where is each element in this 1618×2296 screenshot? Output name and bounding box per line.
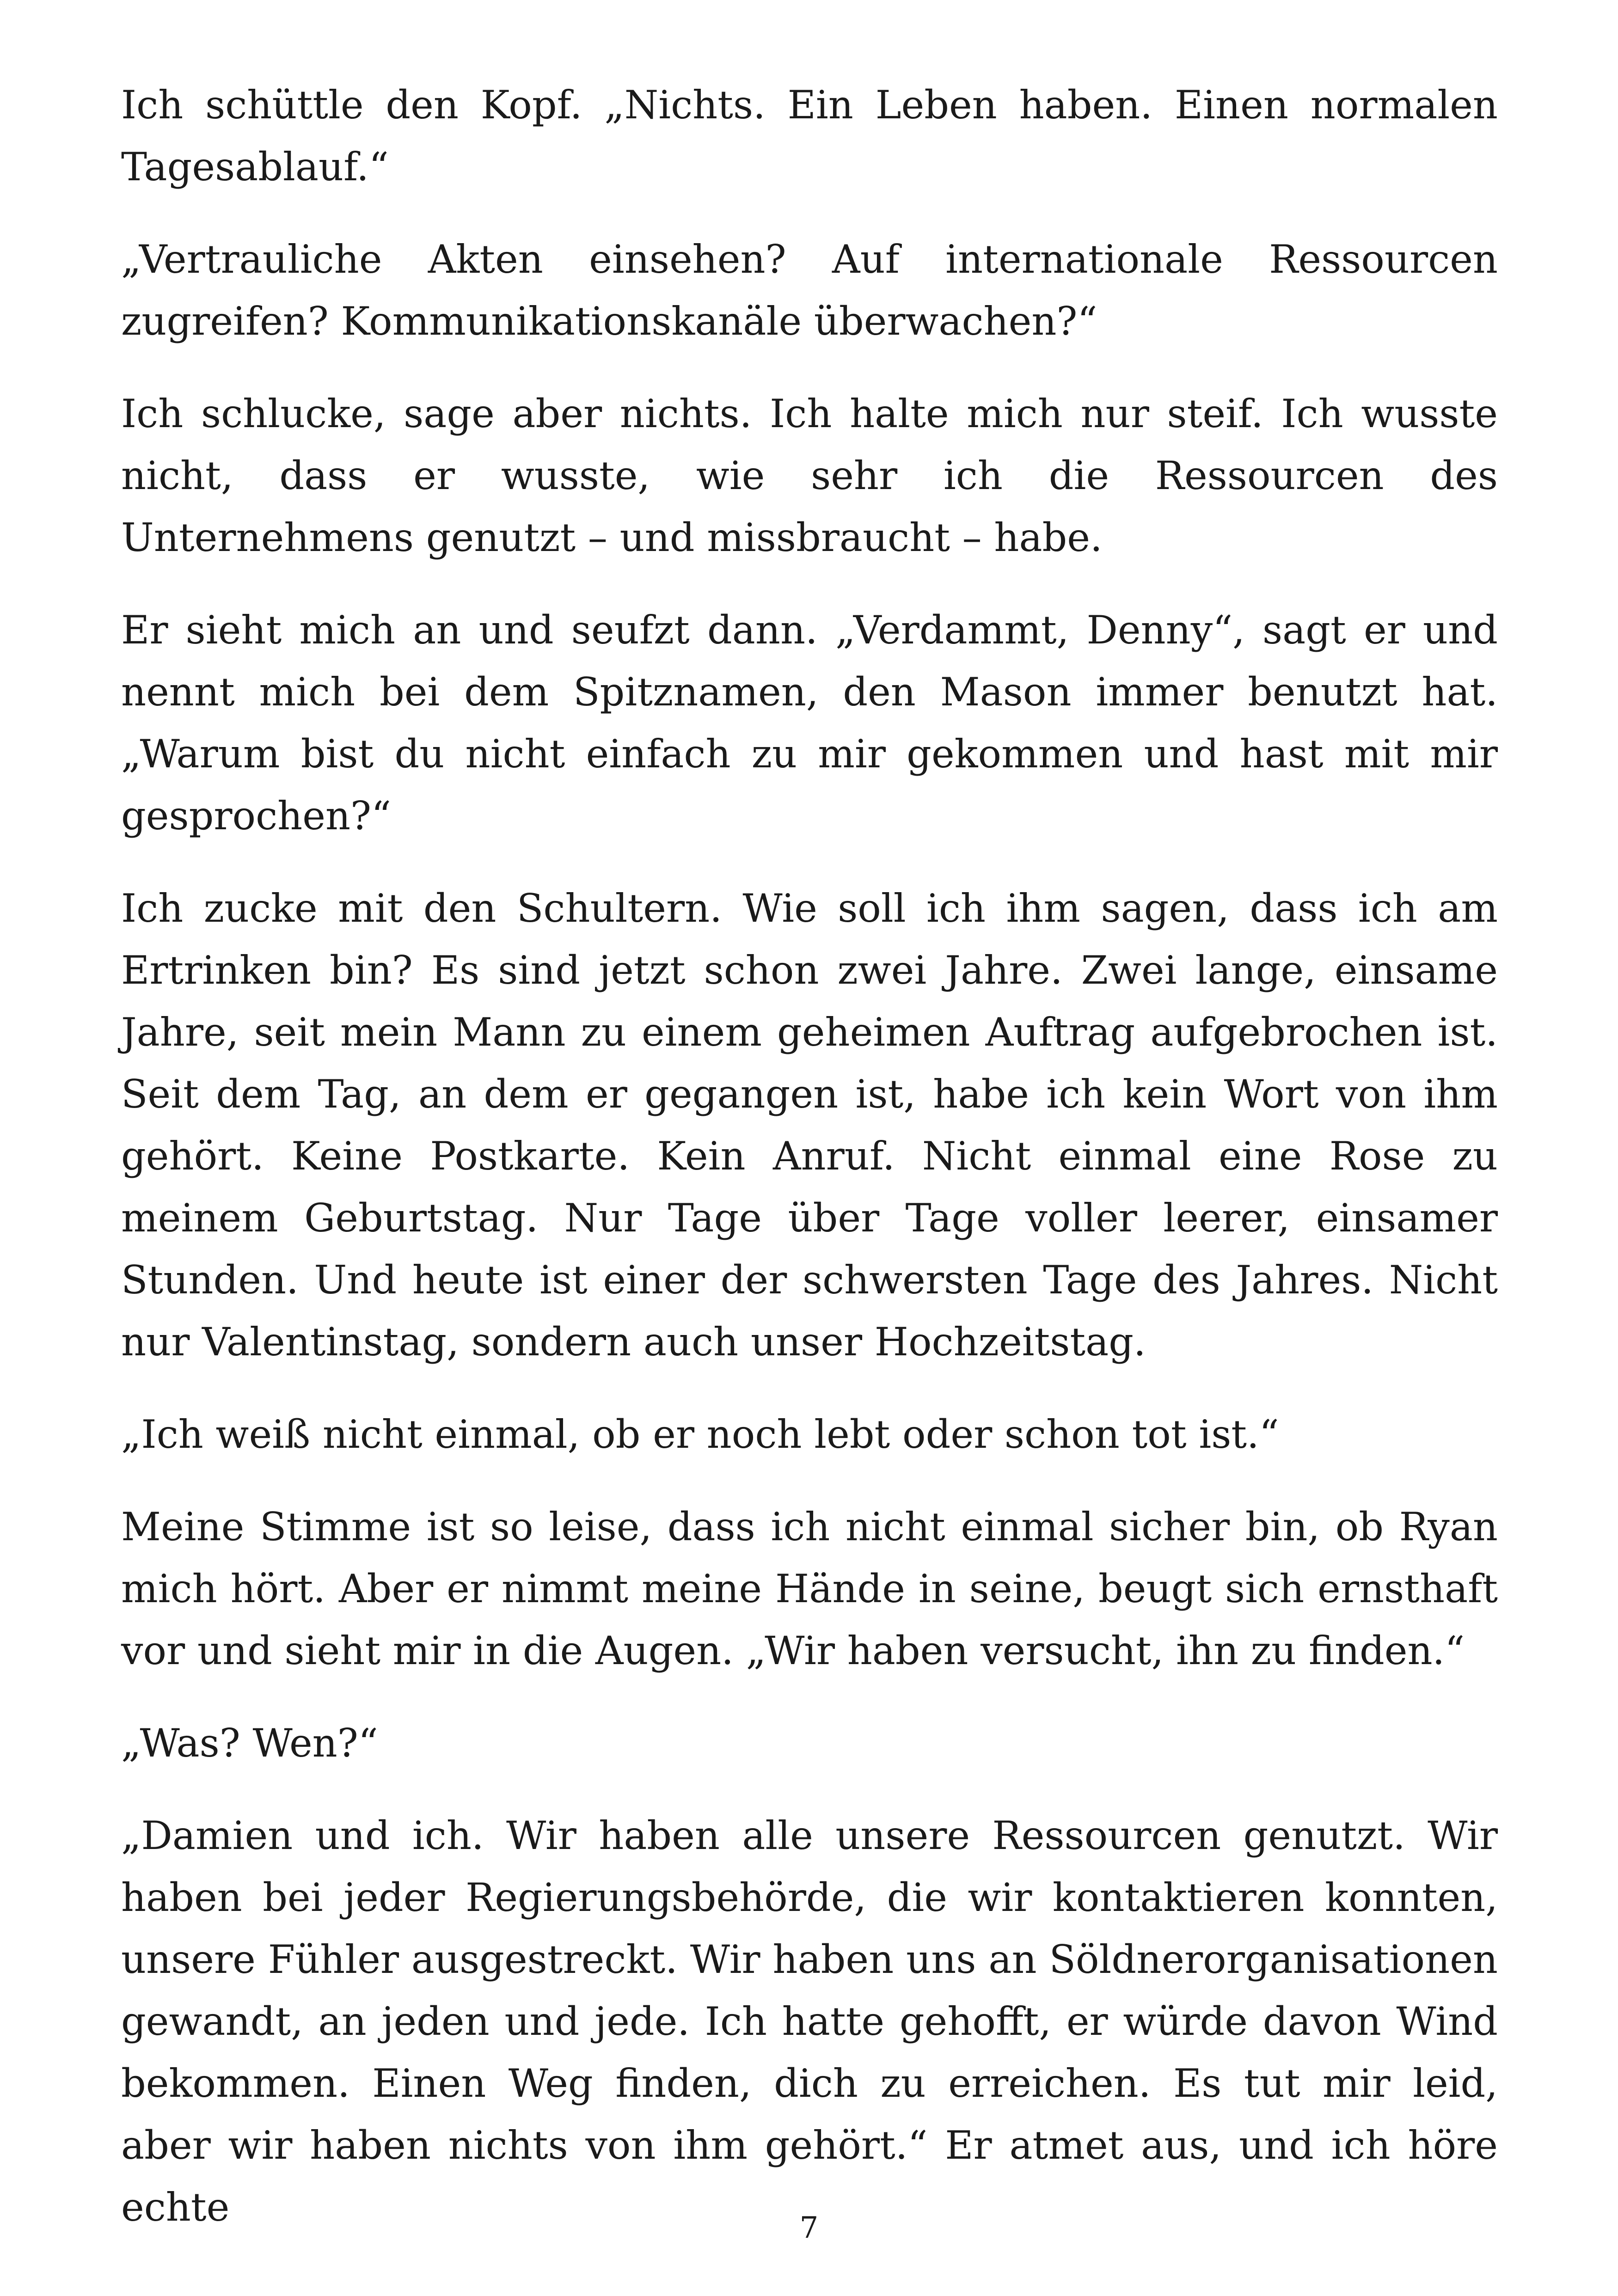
paragraph-2: „Vertrauliche Akten einsehen? Auf internationale Ressourcen zugreifen? Kommunikationskanäle überwachen?“ xyxy=(121,237,1498,344)
paragraph-6: „Ich weiß nicht einmal, ob er noch lebt oder schon tot ist.“ xyxy=(121,1412,1279,1457)
paragraph-4: Er sieht mich an und seufzt dann. „Verdammt, Denny“, sagt er und nennt mich bei dem Spitznamen, den Mason immer benutzt hat. „Warum bist du nicht einfach zu mir gekommen und hast mit mir gesprochen?“ xyxy=(121,607,1498,839)
paragraph-7: Meine Stimme ist so leise, dass ich nicht einmal sicher bin, ob Ryan mich hört. Aber er nimmt meine Hände in seine, beugt sich ernsthaft vor und sieht mir in die Augen. „Wir haben versucht, ihn zu finden.“ xyxy=(121,1504,1498,1673)
paragraph-1: Ich schüttle den Kopf. „Nichts. Ein Leben haben. Einen normalen Tagesablauf.“ xyxy=(121,82,1498,190)
paragraph-5: Ich zucke mit den Schultern. Wie soll ich ihm sagen, dass ich am Ertrinken bin? Es sind jetzt schon zwei Jahre. Zwei lange, einsame Jahre, seit mein Mann zu einem geheimen Auftrag aufgebrochen ist. Seit dem Tag, an dem er gegangen ist, habe ich kein Wort von ihm gehört. Keine Postkarte. Kein Anruf. Nicht einmal eine Rose zu meinem Geburtstag. Nur Tage über Tage voller leerer, einsamer Stunden. Und heute ist einer der schwersten Tage des Jahres. Nicht nur Valentinstag, sondern auch unser Hochzeitstag. xyxy=(121,886,1498,1365)
paragraph-9: „Damien und ich. Wir haben alle unsere Ressourcen genutzt. Wir haben bei jeder Regierungsbehörde, die wir kontaktieren konnten, unsere Fühler ausgestreckt. Wir haben uns an Söldnerorganisationen gewandt, an jeden und jede. Ich hatte gehofft, er würde davon Wind bekommen. Einen Weg finden, dich zu erreichen. Es tut mir leid, aber wir haben nichts von ihm gehört.“ Er atmet aus, und ich höre echte xyxy=(121,1813,1498,2230)
body-text xyxy=(121,74,1498,2269)
paragraph-3: Ich schlucke, sage aber nichts. Ich halte mich nur steif. Ich wusste nicht, dass er wusste, wie sehr ich die Ressourcen des Unternehmens genutzt – und missbraucht – habe. xyxy=(121,391,1498,560)
page-number: 7 xyxy=(799,2211,819,2245)
paragraph-8: „Was? Wen?“ xyxy=(121,1720,378,1766)
